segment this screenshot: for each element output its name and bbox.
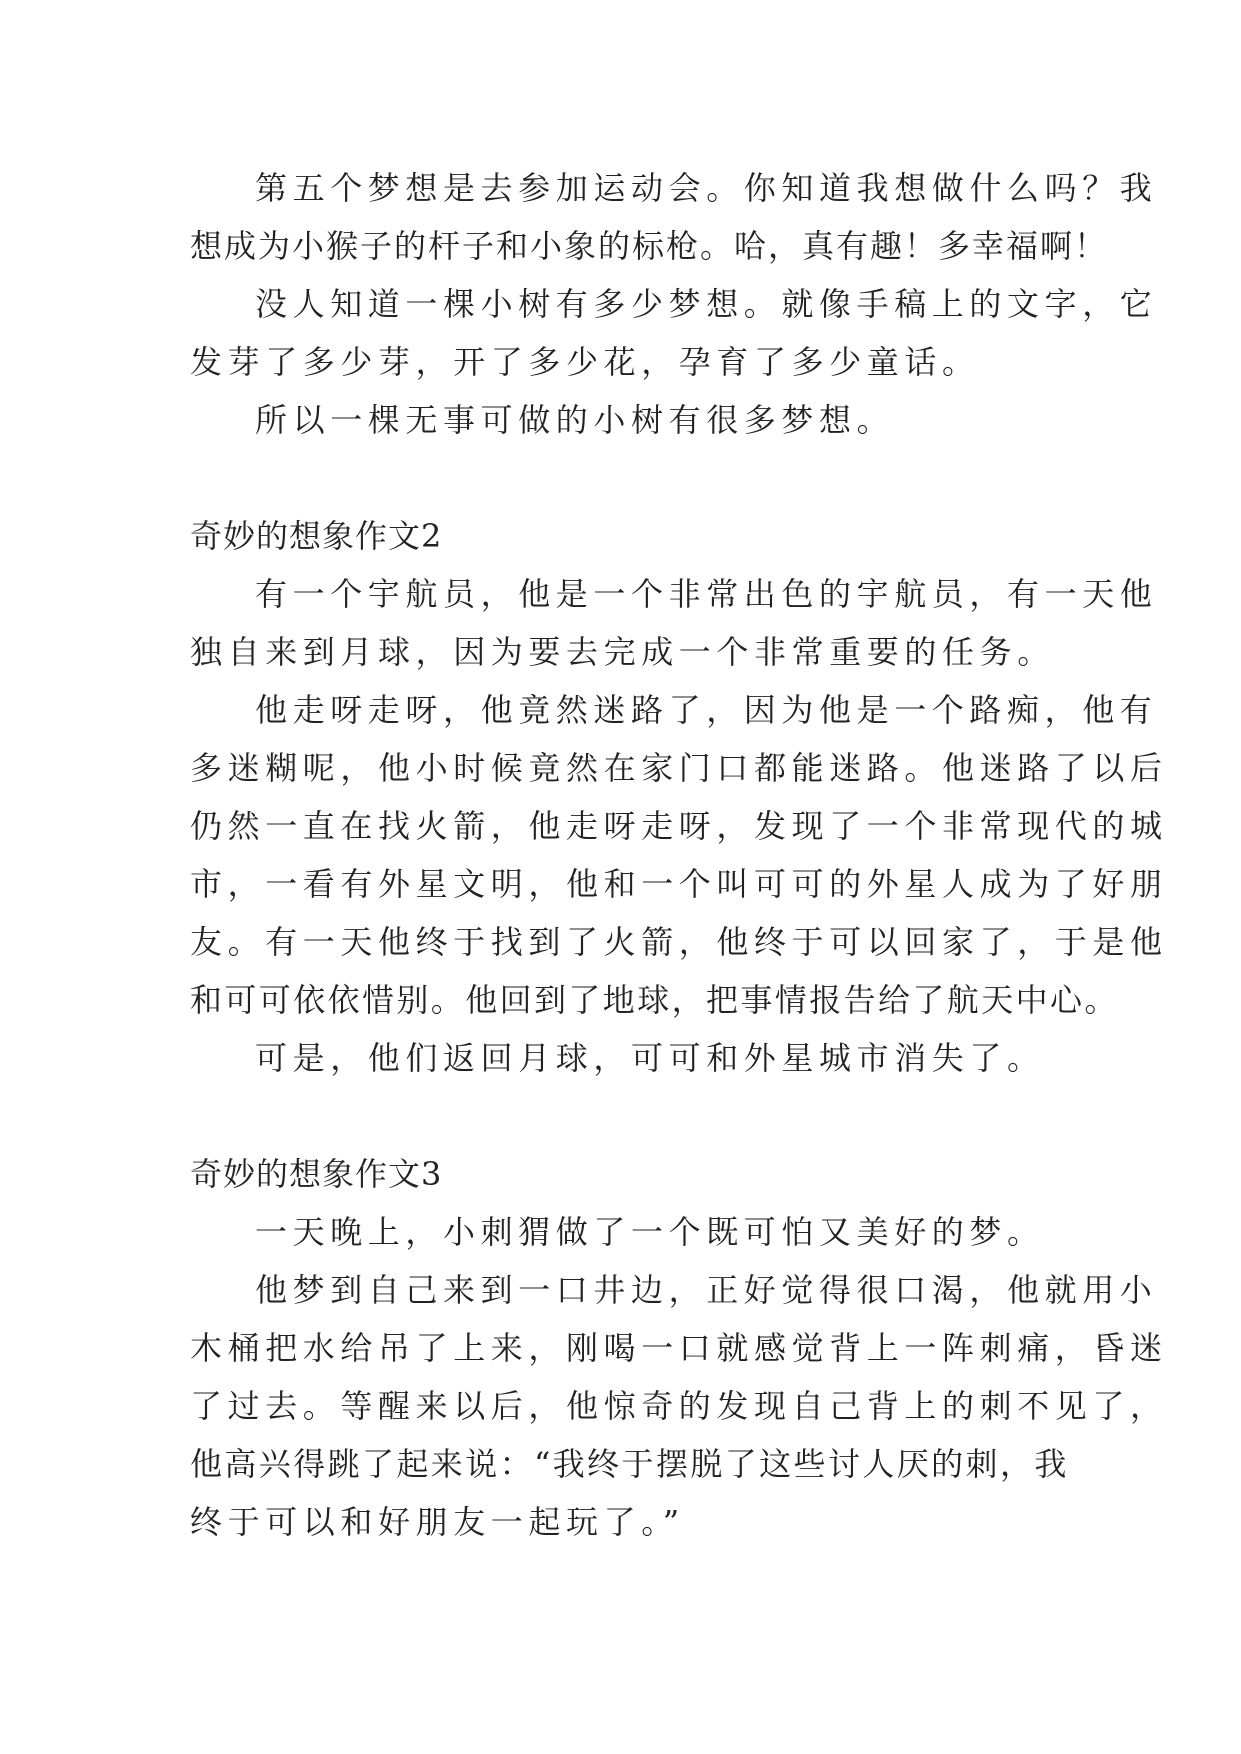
paragraph-line: 仍然一直在找火箭，他走呀走呀，发现了一个非常现代的城	[190, 807, 1168, 845]
paragraph-line: 多迷糊呢，他小时候竟然在家门口都能迷路。他迷路了以后	[190, 749, 1168, 787]
paragraph-line: 一天晚上，小刺猬做了一个既可怕又美好的梦。	[255, 1213, 1045, 1251]
paragraph-line: 独自来到月球，因为要去完成一个非常重要的任务。	[190, 633, 1055, 671]
paragraph-line: 他梦到自己来到一口井边，正好觉得很口渴，他就用小	[255, 1271, 1158, 1309]
paragraph-line: 市，一看有外星文明，他和一个叫可可的外星人成为了好朋	[190, 865, 1168, 903]
paragraph-line: 发芽了多少芽，开了多少花，孕育了多少童话。	[190, 343, 980, 381]
paragraph-line: 他走呀走呀，他竟然迷路了，因为他是一个路痴，他有	[255, 691, 1158, 729]
paragraph-line: 和可可依依惜别。他回到了地球，把事情报告给了航天中心。	[190, 981, 1119, 1019]
paragraph-line: 木桶把水给吊了上来，刚喝一口就感觉背上一阵刺痛，昏迷	[190, 1329, 1168, 1367]
paragraph-line: 他高兴得跳了起来说：“我终于摆脱了这些讨人厌的刺，我	[190, 1445, 1069, 1483]
paragraph-line: 了过去。等醒来以后，他惊奇的发现自己背上的刺不见了，	[190, 1387, 1168, 1425]
paragraph-line: 没人知道一棵小树有多少梦想。就像手稿上的文字，它	[255, 285, 1158, 323]
paragraph-line: 第五个梦想是去参加运动会。你知道我想做什么吗？我	[255, 169, 1158, 207]
paragraph-line: 可是，他们返回月球，可可和外星城市消失了。	[255, 1039, 1045, 1077]
paragraph-line: 想成为小猴子的杆子和小象的标枪。哈，真有趣！多幸福啊！	[190, 227, 1109, 265]
section-heading: 奇妙的想象作文2	[190, 517, 443, 555]
paragraph-line: 终于可以和好朋友一起玩了。”	[190, 1503, 685, 1541]
paragraph-line: 所以一棵无事可做的小树有很多梦想。	[255, 401, 895, 439]
paragraph-line: 有一个宇航员，他是一个非常出色的宇航员，有一天他	[255, 575, 1158, 613]
paragraph-line: 友。有一天他终于找到了火箭，他终于可以回家了，于是他	[190, 923, 1168, 961]
section-heading: 奇妙的想象作文3	[190, 1155, 443, 1193]
